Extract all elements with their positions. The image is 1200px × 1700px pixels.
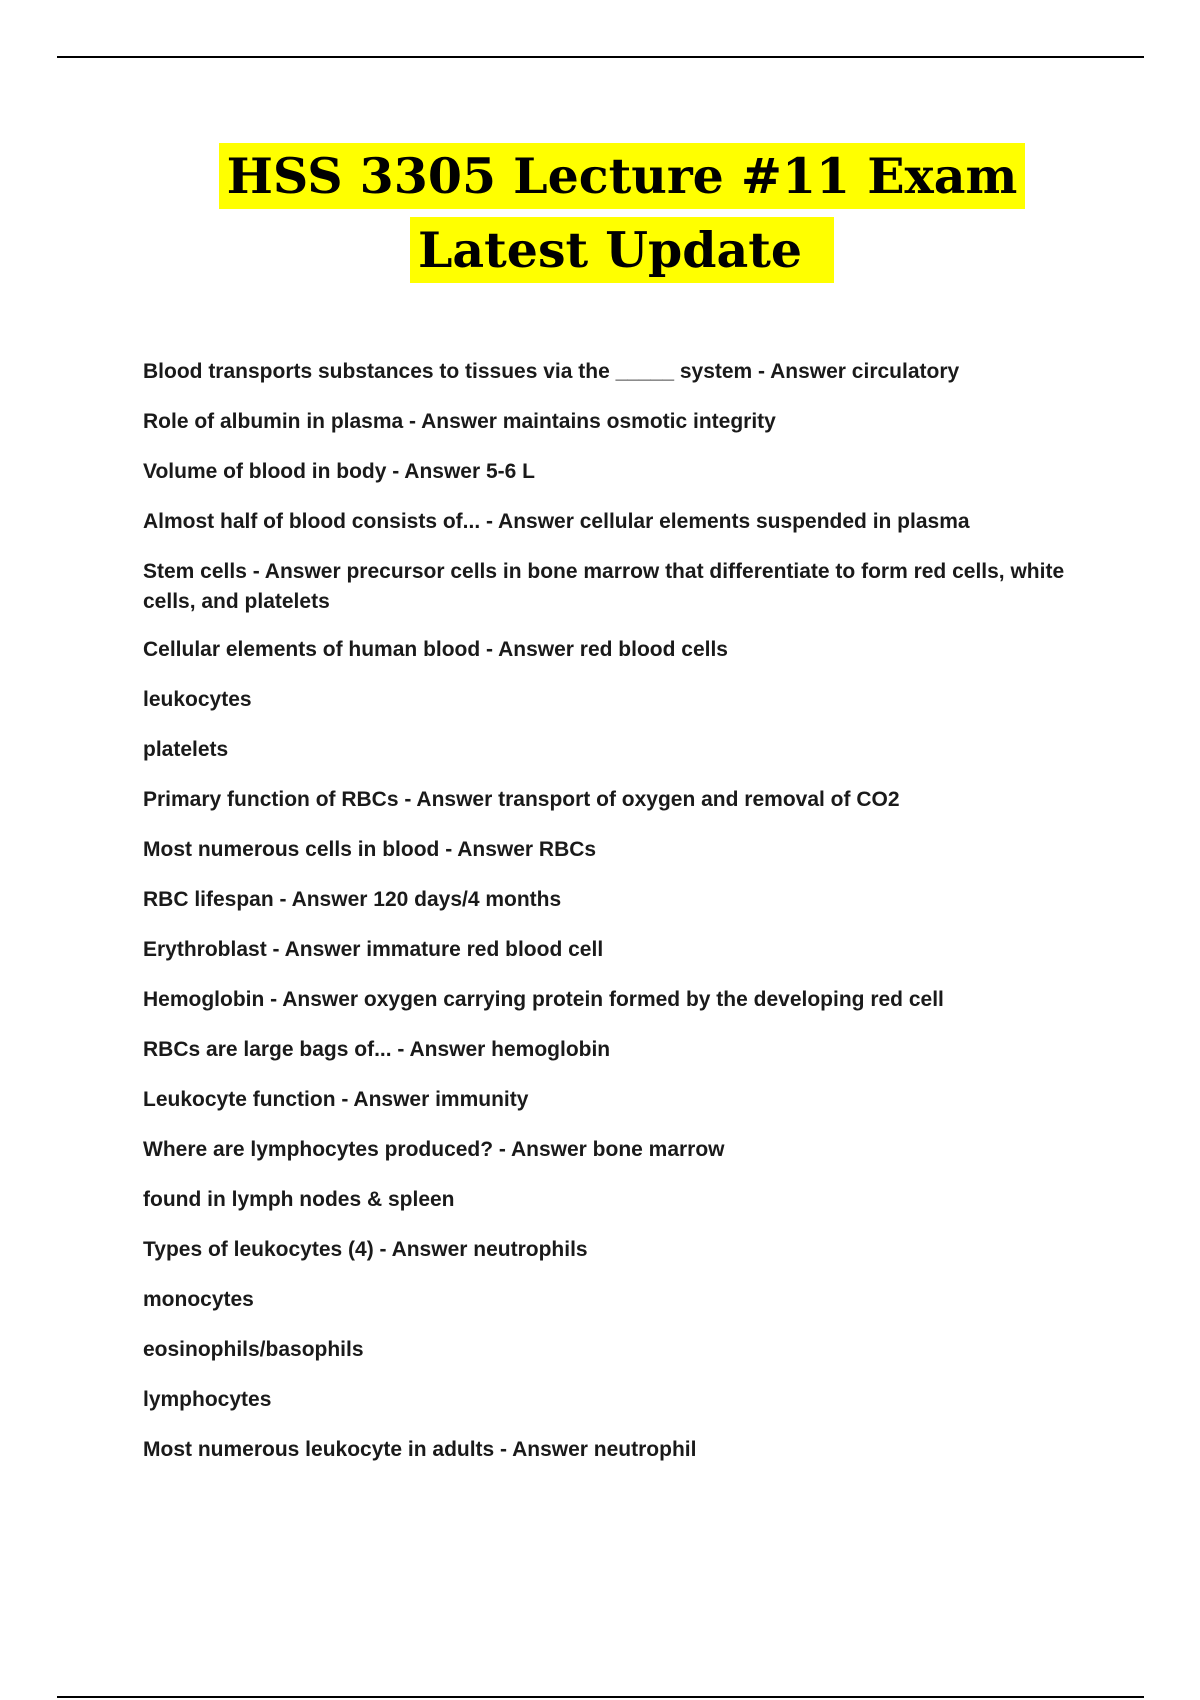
list-item: monocytes <box>143 1288 254 1311</box>
top-rule <box>57 56 1144 58</box>
title-line-2: Latest Update <box>410 217 834 283</box>
bottom-rule <box>57 1696 1144 1698</box>
list-item: Cellular elements of human blood - Answer red blood cells <box>143 638 728 661</box>
list-item: Stem cells - Answer precursor cells in bone marrow that differentiate to form red cells, white cells, and platelets <box>143 560 1065 613</box>
list-item: Primary function of RBCs - Answer transport of oxygen and removal of CO2 <box>143 788 900 811</box>
list-item: Volume of blood in body - Answer 5-6 L <box>143 460 536 483</box>
document-title <box>0 143 1200 283</box>
list-item: Hemoglobin - Answer oxygen carrying protein formed by the developing red cell <box>143 988 944 1011</box>
list-item: Blood transports substances to tissues via the _____ system - Answer circulatory <box>143 360 960 383</box>
list-item: Erythroblast - Answer immature red blood cell <box>143 938 604 961</box>
list-item: Types of leukocytes (4) - Answer neutrophils <box>143 1238 588 1261</box>
list-item: Almost half of blood consists of... - Answer cellular elements suspended in plasma <box>143 510 970 533</box>
title-line-1: HSS 3305 Lecture #11 Exam <box>219 143 1026 209</box>
qa-list <box>143 357 1083 1485</box>
list-item: RBCs are large bags of... - Answer hemoglobin <box>143 1038 611 1061</box>
list-item: RBC lifespan - Answer 120 days/4 months <box>143 888 562 911</box>
list-item: leukocytes <box>143 688 252 711</box>
list-item: Where are lymphocytes produced? - Answer bone marrow <box>143 1138 725 1161</box>
list-item: platelets <box>143 738 229 761</box>
list-item: eosinophils/basophils <box>143 1338 364 1361</box>
list-item: Leukocyte function - Answer immunity <box>143 1088 529 1111</box>
list-item: Most numerous leukocyte in adults - Answer neutrophil <box>143 1438 697 1461</box>
list-item: Role of albumin in plasma - Answer maintains osmotic integrity <box>143 410 776 433</box>
list-item: found in lymph nodes & spleen <box>143 1188 455 1211</box>
list-item: lymphocytes <box>143 1388 272 1411</box>
list-item: Most numerous cells in blood - Answer RBCs <box>143 838 597 861</box>
